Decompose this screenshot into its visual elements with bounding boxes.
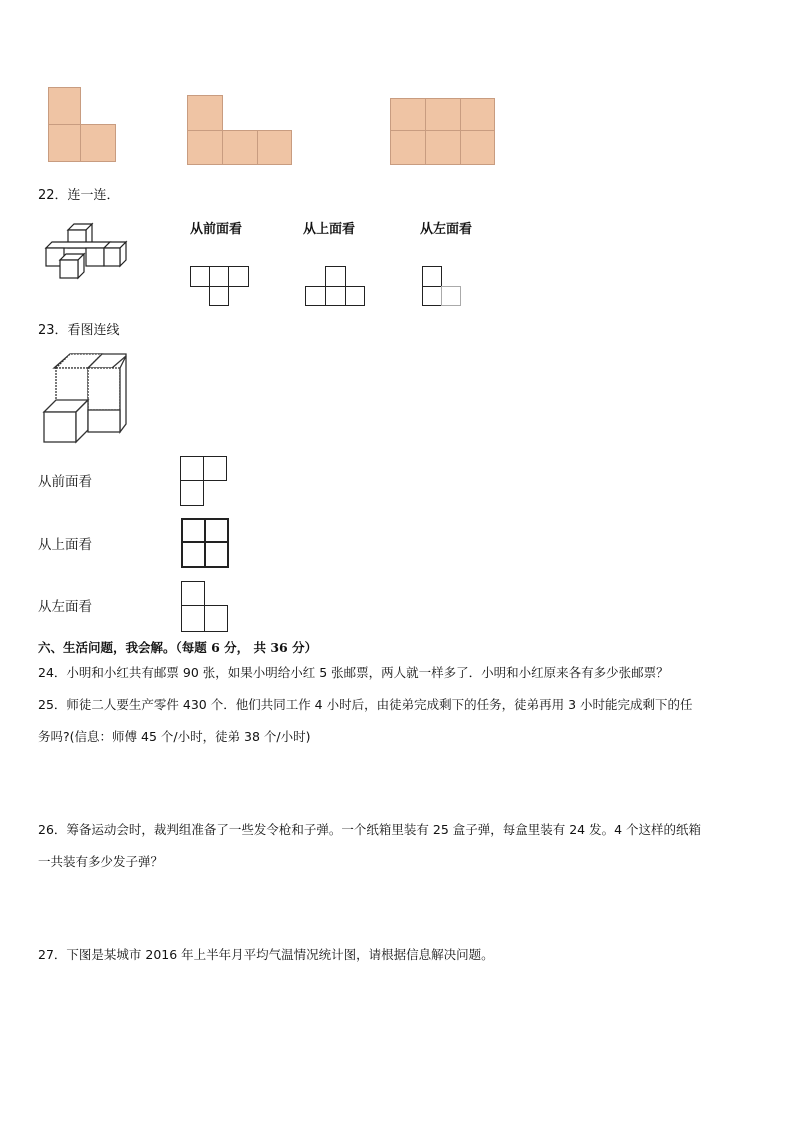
q23-label-front: 从前面看 — [38, 474, 92, 490]
q22-view-left-label: 从左面看 — [420, 222, 473, 237]
q26-line2: 一共装有多少发子弹？ — [38, 854, 164, 869]
q25-line1: 25．师徒二人要生产零件 430 个．他们共同工作 4 小时后，由徒弟完成剩下的任务，徒弟再用 3 小时能完成剩下的任 — [38, 697, 693, 712]
q22-cube-figure — [40, 220, 140, 290]
q23-title: 23．看图连线 — [38, 323, 120, 338]
q22-view-top-label: 从上面看 — [303, 222, 356, 237]
q25-line2: 务吗?(信息：师傅 45 个/小时，徒弟 38 个/小时) — [38, 729, 311, 744]
q27-text: 27．下图是某城市 2016 年上半年月平均气温情况统计图，请根据信息解决问题。 — [38, 947, 494, 962]
q23-label-left: 从左面看 — [38, 599, 92, 615]
q22-view-front-label: 从前面看 — [190, 222, 243, 237]
q23-label-top: 从上面看 — [38, 537, 92, 553]
q23-cube-figure — [40, 350, 130, 446]
q26-line1: 26．筹备运动会时，裁判组准备了一些发令枪和子弹。一个纸箱里装有 25 盒子弹，每盒里装有 24 发。4 个这样的纸箱 — [38, 822, 702, 837]
q24-text: 24．小明和小红共有邮票 90 张，如果小明给小红 5 张邮票，两人就一样多了．小明和小红原来各有多少张邮票？ — [38, 665, 669, 680]
q22-title: 22．连一连． — [38, 188, 120, 203]
section-6-heading: 六、生活问题，我会解。（每题 6 分， 共 36 分） — [38, 640, 318, 655]
